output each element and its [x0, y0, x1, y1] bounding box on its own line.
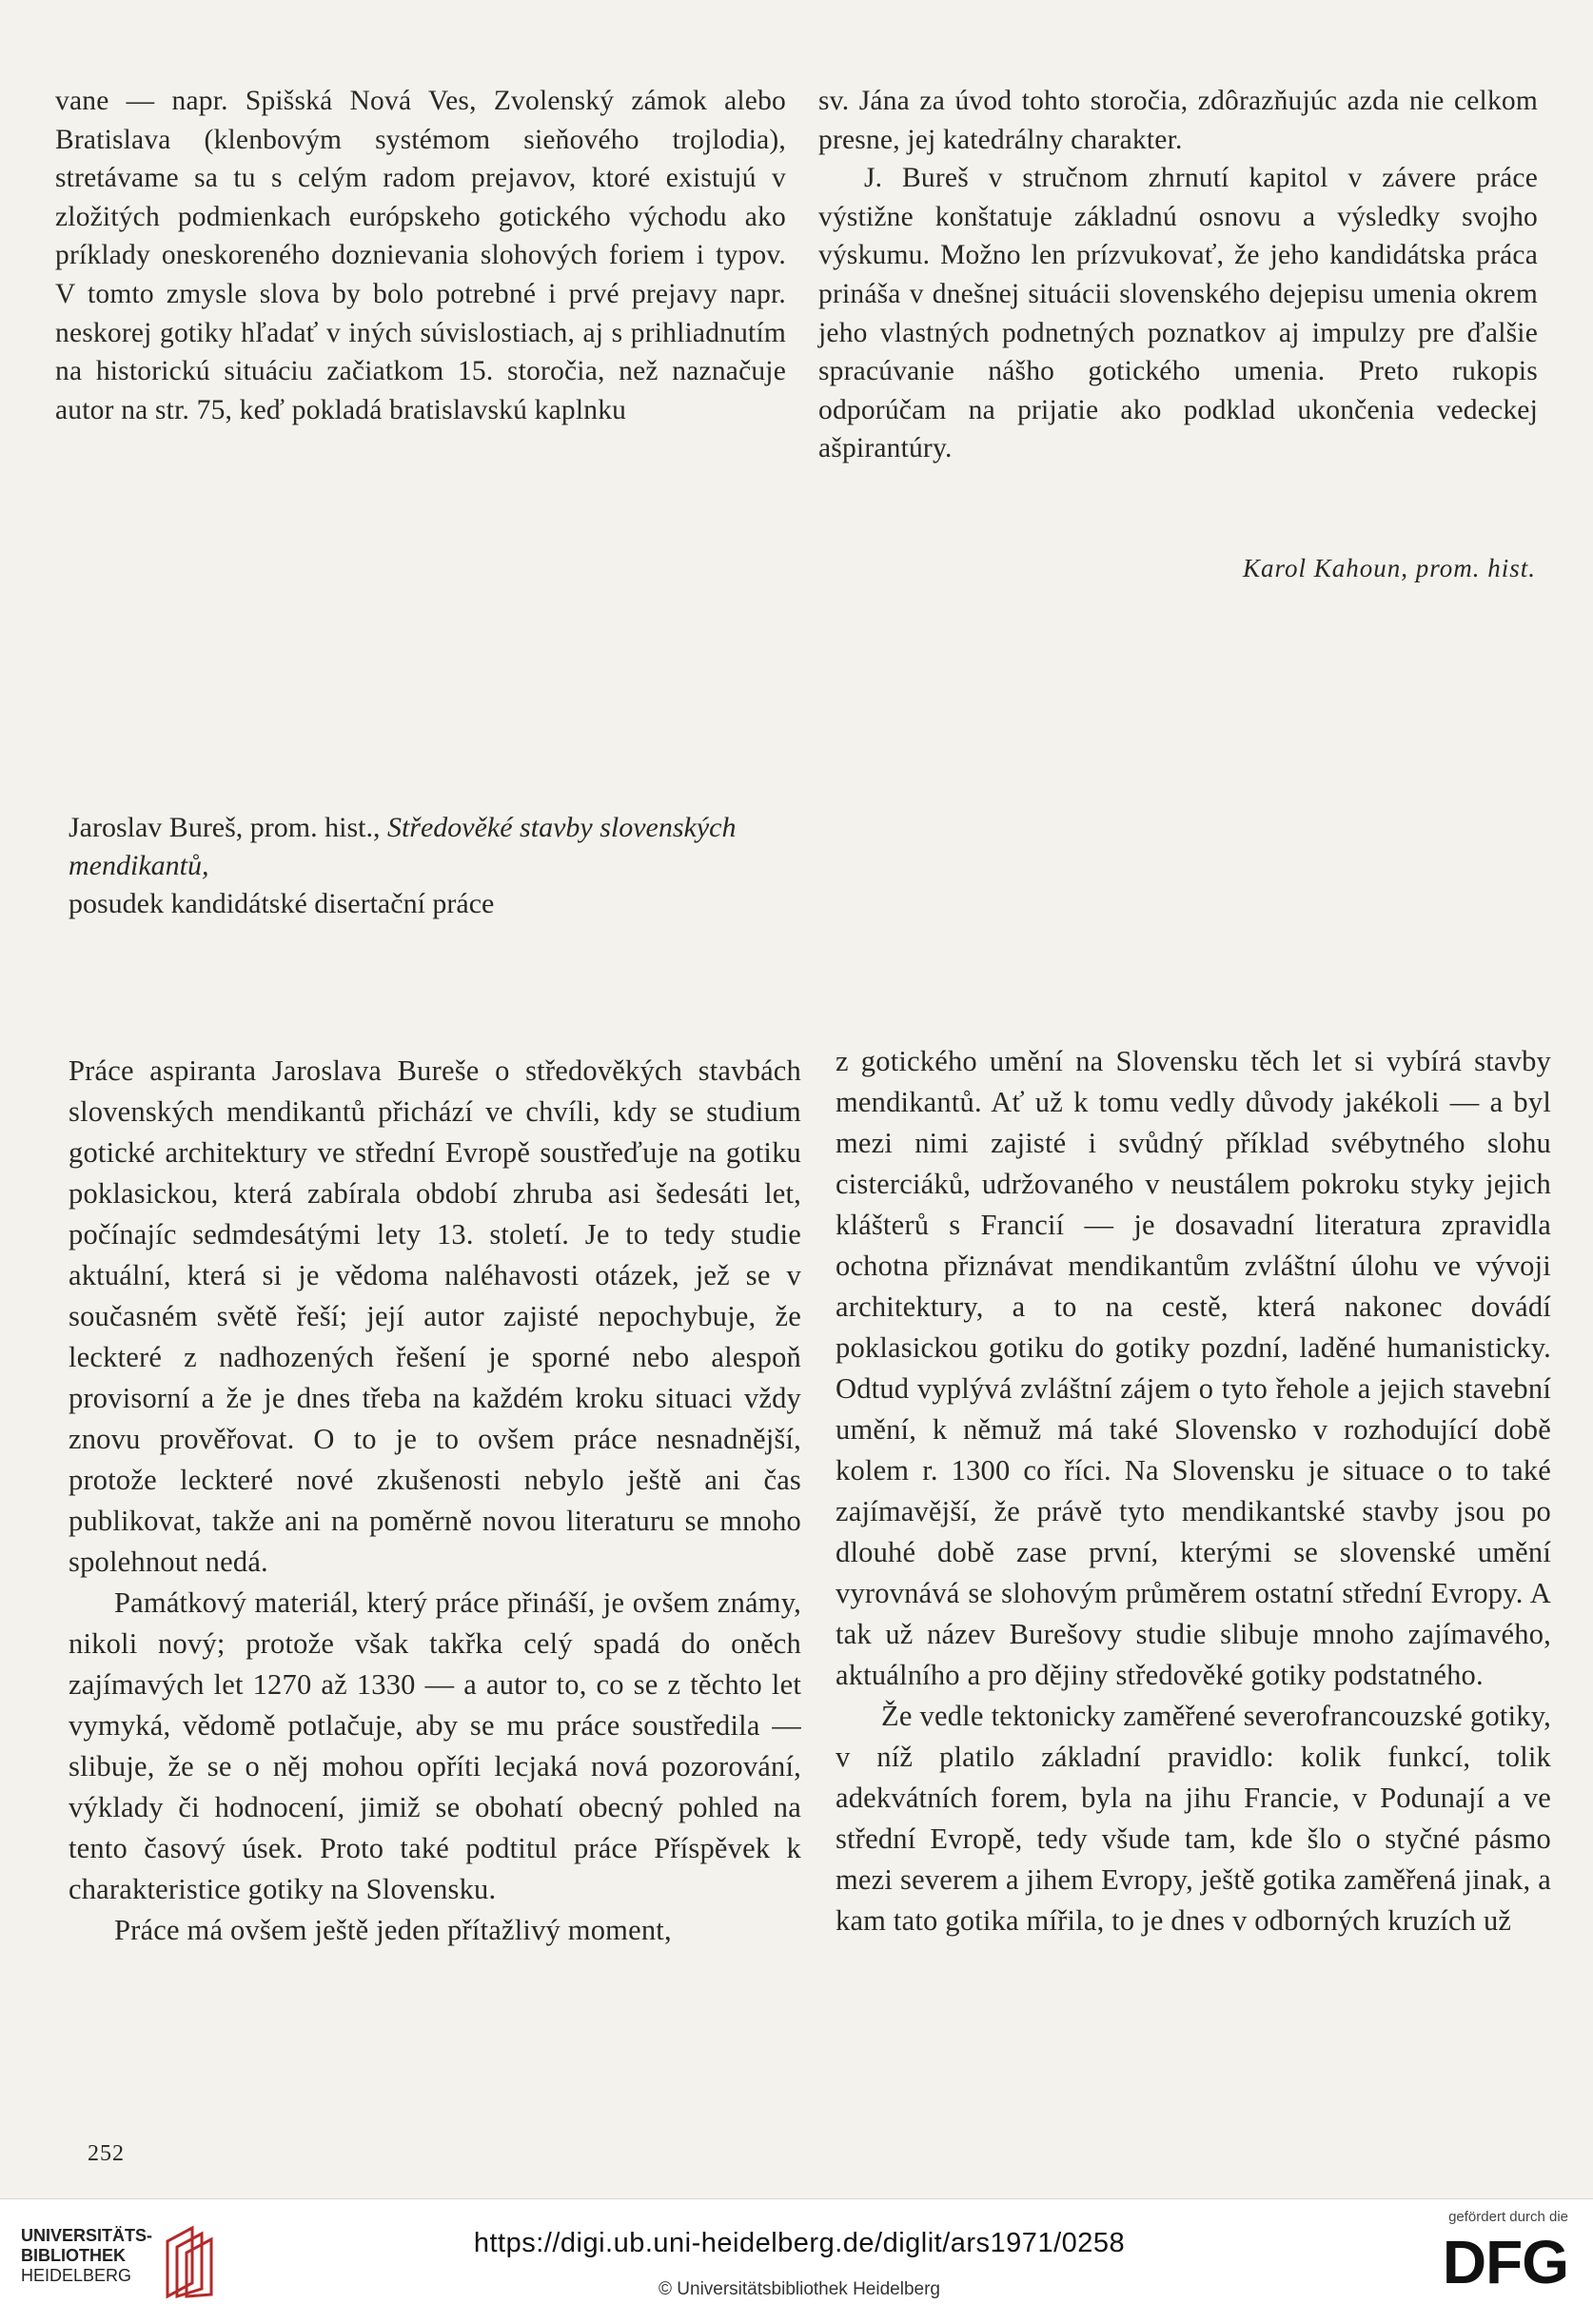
library-logo[interactable]	[21, 2222, 249, 2308]
document-url-link[interactable]: https://digi.ub.uni-heidelberg.de/diglit/ars1971/0258	[473, 2228, 1126, 2258]
body-paragraph: J. Bureš v stručnom zhrnutí kapitol v závere práce výstižne konštatuje základnú osnovu a výsledky svojho výskumu. Možno len prízvukovať, že jeho kandidátska práca prináša v dnešnej situácii slovenského dejepisu umenia okrem jeho vlastných podnetných poznatkov aj impulzy pre ďalšie spracúvanie nášho gotického umenia. Preto rukopis odporúčam na prijatie ako podklad ukončenia vedeckej ašpirantúry.	[818, 163, 1538, 464]
review-author: Jaroslav Bureš, prom. hist.,	[69, 812, 381, 843]
dfg-funding-badge[interactable]	[1416, 2209, 1568, 2314]
body-paragraph: z gotického umění na Slovensku těch let si vybírá stavby mendikantů. Ať už k tomu vedly důvody jakékoli — a byl mezi nimi zajisté i svůdný příklad svébytného slohu cisterciáků, udržovaného v neustálem pokroku styky jejich klášterů s Francií — je dosavadní literatura zpravidla ochotna přiznávat mendikantům zvláštní úlohu ve vývoji architektury, a to na cestě, která nakonec dovádí poklasickou gotiku do gotiky pozdní, laděné humanisticky. Odtud vyplývá zvláštní zájem o tyto řehole a jejich stavební umění, k němuž má také Slovensko v rozhodující době kolem r. 1300 co říci. Na Slovensku je situace o to také zajímavější, že právě tyto mendikantské stavby jsou po dlouhé době zase první, kterými se slovenské umění vyrovnává se slohovým průměrem ostatní střední Evropy. A tak už název Burešovy studie slibuje mnoho zajímavého, aktuálního a pro dějiny středověké gotiky podstatného.	[836, 1045, 1551, 1691]
library-name-line-1: UNIVERSITÄTS-	[21, 2226, 153, 2245]
review-title: Středověké stavby slovenských mendikantů,	[69, 812, 737, 881]
library-name-line-3: HEIDELBERG	[21, 2266, 132, 2285]
bottom-right-column	[836, 1041, 1551, 1941]
body-paragraph: Památkový materiál, který práce přináší, je ovšem známy, nikoli nový; protože však takřka celý spadá do oněch zajímavých let 1270 až 1330 — a autor to, co se z těchto let vymyká, vědomě potlačuje, aby se mu práce soustředila — slibuje, že se o něj mohou opříti lecjaká nová pozorování, výklady či hodnocení, jimiž se obohatí obecný pohled na tento časový úsek. Proto také podtitul práce Příspěvek k charakteristice gotiky na Slovensku.	[69, 1586, 801, 1905]
footer-bar	[0, 2198, 1593, 2324]
top-left-column	[55, 82, 786, 429]
body-paragraph: Práce aspiranta Jaroslava Bureše o středověkých stavbách slovenských mendikantů přichází ve chvíli, kdy se studium gotické architektury ve střední Evropě soustřeďuje na gotiku poklasickou, která zabírala období zhruba asi šedesáti let, počínajíc sedmdesátými lety 13. století. Je to tedy studie aktuální, která si je vědoma naléhavosti otázek, jež se v současném světě řeší; její autor zajisté nepochybuje, že leckteré z nadhozených řešení je sporné nebo alespoň provisorní a že je dnes třeba na každém kroku situaci vždy znovu prověřovat. O to je to ovšem práce nesnadnější, protože leckteré nové zkušenosti nebylo ještě ani čas publikovat, takže ani na poměrně novou literaturu se mnoho spolehnout nedá.	[69, 1054, 801, 1578]
bottom-left-column	[69, 1051, 801, 1951]
dfg-caption: gefördert durch die	[1448, 2209, 1568, 2225]
dfg-logo: DFG	[1442, 2228, 1568, 2296]
body-paragraph: vane — napr. Spišská Nová Ves, Zvolenský zámok alebo Bratislava (klenbovým systémom sieňového trojlodia), stretávame sa tu s celým radom prejavov, ktoré existujú v zložitých podmienkach európskeho gotického východu ako príklady oneskoreného doznievania slohových foriem i typov. V tomto zmysle slova by bolo potrebné i prvé prejavy napr. neskorej gotiky hľadať v iných súvislostiach, aj s prihliadnutím na historickú situáciu začiatkom 15. storočia, než naznačuje autor na str. 75, keď pokladá bratislavskú kaplnku	[55, 86, 786, 425]
library-name-line-2: BIBLIOTHEK	[21, 2246, 126, 2265]
top-right-column	[818, 82, 1538, 468]
body-paragraph: Že vedle tektonicky zaměřené severofrancouzské gotiky, v níž platilo základní pravidlo: kolik funkcí, tolik adekvátních forem, byla na jihu Francie, v Podunají a ve střední Evropě, tedy všude tam, kde šlo o styčné pásmo mezi severem a jihem Evropy, ještě gotika zaměřená jinak, a kam tato gotika mířila, to je dnes v odborných kruzích už	[836, 1700, 1551, 1937]
review-heading	[69, 809, 811, 923]
review-subtitle: posudek kandidátské disertační práce	[69, 888, 495, 919]
copyright-notice: © Universitätsbibliothek Heidelberg	[659, 2279, 940, 2299]
library-emblem-icon	[164, 2224, 223, 2300]
body-paragraph: Práce má ovšem ještě jeden přítažlivý moment,	[114, 1914, 672, 1946]
reviewer-signature: Karol Kahoun, prom. hist.	[1242, 554, 1536, 582]
body-paragraph: sv. Jána za úvod tohto storočia, zdôrazňujúc azda nie celkom presne, jej katedrálny charakter.	[818, 86, 1538, 155]
page-number: 252	[88, 2141, 125, 2166]
